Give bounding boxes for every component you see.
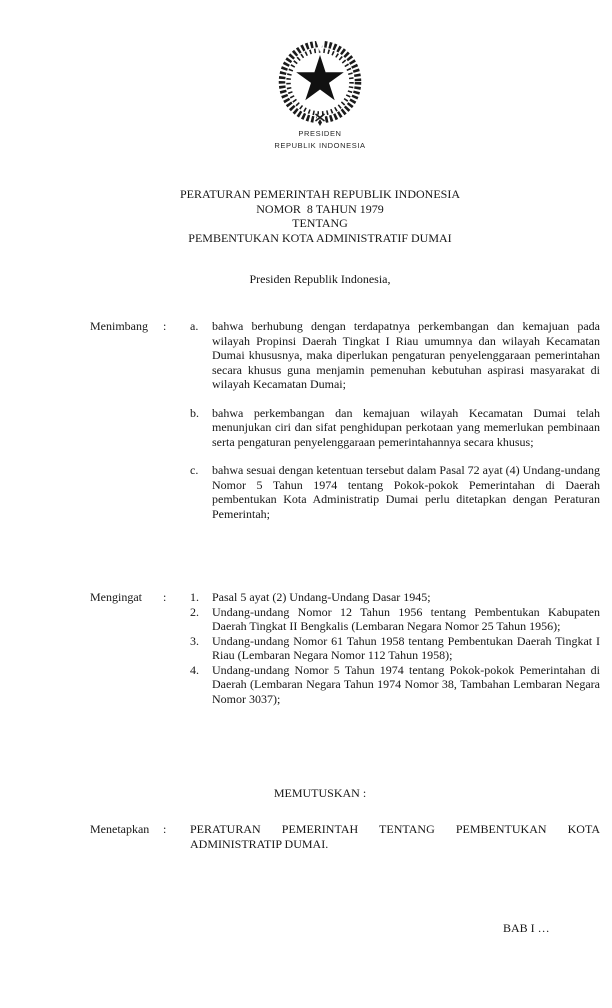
section-menetapkan [90,822,600,851]
menetapkan-colon: : [163,822,167,836]
mengingat-colon: : [163,590,167,604]
catchword-bab-i: BAB I … [503,921,550,935]
memutuskan-heading: MEMUTUSKAN : [273,786,367,800]
menetapkan-label: Menetapkan [90,822,150,836]
mengingat-item-1-marker: 1. [190,590,199,604]
mengingat-label: Mengingat [90,590,142,604]
mengingat-item-4-marker: 4. [190,662,199,677]
section-menimbang [90,319,600,521]
star-icon [296,55,344,100]
salutation: Presiden Republik Indonesia, [249,272,391,286]
title-tentang: TENTANG [292,216,348,230]
menimbang-item-c-marker: c. [190,463,199,477]
section-mengingat [90,590,600,706]
presidential-emblem-icon [276,40,364,128]
org-name-line1: PRESIDEN [298,129,342,138]
document-title [28,187,612,245]
title-number: NOMOR 8 TAHUN 1979 [256,201,384,216]
menimbang-item-c-text: bahwa sesuai dengan ketentuan tersebut dalam Pasal 72 ayat (4) Undang-undang Nomor 5 Tahun 1974 tentang Pokok-pokok Pemerintahan di Daerah pembentukan Kota Administratip Dumai perlu ditetapkan dengan Peraturan Pemerintah; [212,463,600,521]
mengingat-item-1-text: Pasal 5 ayat (2) Undang-Undang Dasar 1945; [212,590,431,604]
menimbang-label: Menimbang [90,319,148,333]
mengingat-item-2-marker: 2. [190,604,199,619]
mengingat-item-3-text: Undang-undang Nomor 61 Tahun 1958 tentang Pembentukan Daerah Tingkat I Riau (Lembaran Negara Nomor 112 Tahun 1958); [212,633,600,662]
mengingat-item-2-text: Undang-undang Nomor 12 Tahun 1956 tentang Pembentukan Kabupaten Daerah Tingkat II Bengkalis (Lembaran Negara Nomor 25 Tahun 1956); [212,604,600,633]
mengingat-item-3-marker: 3. [190,633,199,648]
menimbang-item-b-text: bahwa perkembangan dan kemajuan wilayah Kecamatan Dumai telah menunjukan ciri dan sifat penghidupan perkotaan yang memerlukan pembinaan serta pengaturan penyelenggaraan pemerintahannya secara khusus; [212,405,600,449]
menetapkan-text: PERATURAN PEMERINTAH TENTANG PEMBENTUKAN KOTA ADMINISTRATIP DUMAI. [190,822,600,851]
title-subject: PEMBENTUKAN KOTA ADMINISTRATIF DUMAI [188,230,452,245]
menimbang-item-a-text: bahwa berhubung dengan terdapatnya perkembangan dan kemajuan pada wilayah Propinsi Daerah Tingkat I Riau umumnya dan wilayah Kecamatan Dumai khususnya, maka diperlukan pengaturan penyelenggaraan pemerintahan secara khusus guna menjamin pemenuhan kebutuhan aspirasi masyarakat di wilayah Kecamatan Dumai; [212,319,600,391]
menimbang-item-a-marker: a. [190,319,199,333]
title-regulation-name: PERATURAN PEMERINTAH REPUBLIK INDONESIA [179,187,461,201]
menimbang-colon: : [163,319,167,333]
mengingat-item-4-text: Undang-undang Nomor 5 Tahun 1974 tentang Pokok-pokok Pemerintahan di Daerah (Lembaran Negara Tahun 1974 Nomor 38, Tambahan Lembaran Negara Nomor 3037); [212,662,600,706]
menimbang-item-b-marker: b. [190,405,199,420]
org-name-line2: REPUBLIK INDONESIA [274,141,366,150]
